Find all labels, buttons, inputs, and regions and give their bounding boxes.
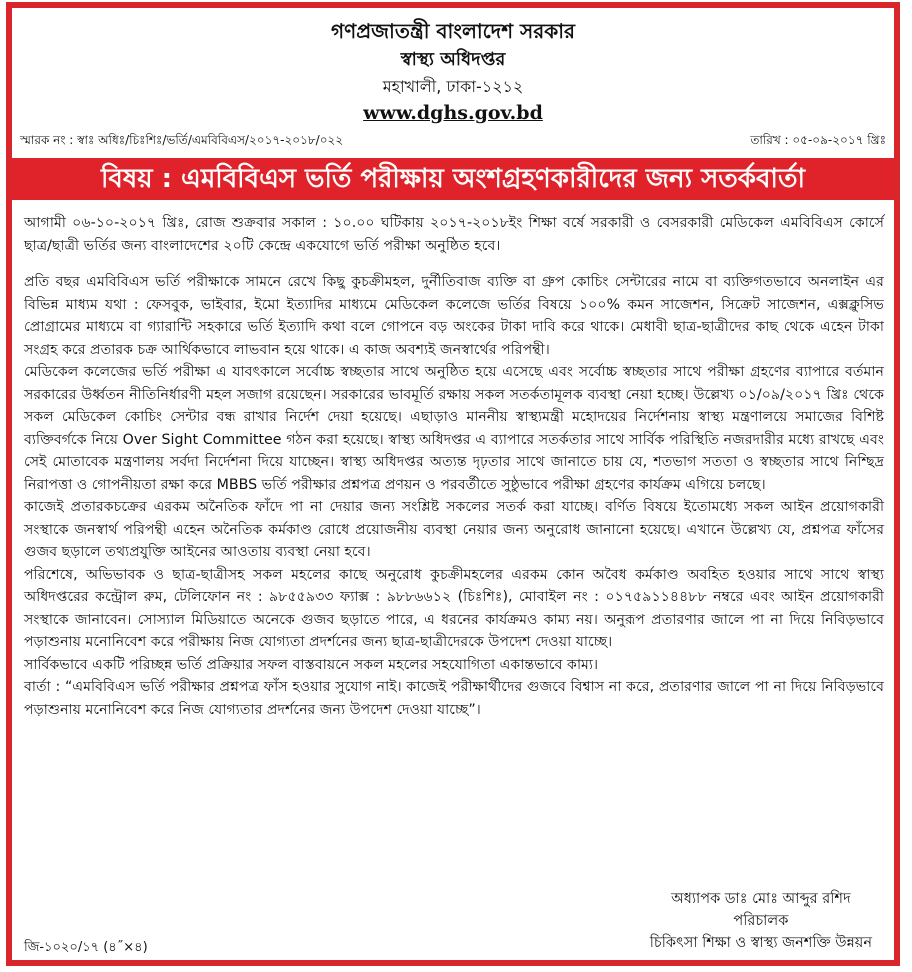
memo-date: তারিখ : ০৫-০৯-২০১৭ খ্রিঃ bbox=[750, 133, 886, 147]
signature-block bbox=[650, 888, 872, 954]
signatory-office: চিকিৎসা শিক্ষা ও স্বাস্থ্য জনশক্তি উন্নয়ন bbox=[649, 935, 872, 951]
paragraph: আগামী ০৬-১০-২০১৭ খ্রিঃ, রোজ শুক্রবার সকাল : ১০.০০ ঘটিকায় ২০১৭-২০১৮ইং শিক্ষা বর্ষে সরকারী ও বেসরকারী মেডিকেল এমবিবিএস কোর্সে ছাত্র/ছাত্রী ভর্তির জন্য বাংলাদেশের ২০টি কেন্দ্রে একযোগে ভর্তি পরীক্ষা অনুষ্ঠিত হবে। bbox=[24, 215, 884, 254]
paragraph: বার্তা : “এমবিবিএস ভর্তি পরীক্ষার প্রশ্নপত্র ফাঁস হওয়ার সুযোগ নাই। কাজেই পরীক্ষার্থীদের গুজবে বিশ্বাস না করে, প্রতারণার জালে পা না দিয়ে নিবিড়ভাবে পড়াশুনায় মনোনিবেশ করে নিজ যোগ্যতার প্রদর্শনের জন্য উপদেশ দেওয়া যাচ্ছে”। bbox=[24, 679, 884, 718]
notice-body bbox=[12, 200, 894, 721]
paragraph: কাজেই প্রতারকচক্রের এরকম অনৈতিক ফাঁদে পা না দেয়ার জন্য সংশ্লিষ্ট সকলের সতর্ক করা যাচ্ছে। বর্ণিত বিষয়ে ইতোমধ্যে সকল আইন প্রয়োগকারী সংস্থাকে জনস্বার্থ পরিপন্থী এহেন অনৈতিক কর্মকাণ্ড রোধে প্রয়োজনীয় ব্যবস্থা নেয়ার জন্য অনুরোধ জানানো হয়েছে। এখানে উল্লেখ্য যে, প্রশ্নপত্র ফাঁসের গুজব ছড়ালে তথ্যপ্রযুক্তি আইনের আওতায় ব্যবস্থা নেয়া হবে। bbox=[24, 499, 884, 560]
paragraph: মেডিকেল কলেজের ভর্তি পরীক্ষা এ যাবৎকালে সর্বোচ্চ স্বচ্ছতার সাথে অনুষ্ঠিত হয়ে এসেছে এবং সর্বোচ্চ স্বচ্ছতার সাথে পরীক্ষা গ্রহণের ব্যাপারে বর্তমান সরকারের উর্ধ্বতন নীতিনির্ধারণী মহল সজাগ রয়েছেন। সরকারের ভাবমূর্তি রক্ষায় সকল সতর্কতামূলক ব্যবস্থা নেয়া হচ্ছে। উল্লেখ্য ০১/০৯/২০১৭ খ্রিঃ থেকে সকল মেডিকেল কোচিং সেন্টার বন্ধ রাখার নির্দেশ দেয়া হয়েছে। এছাড়াও মাননীয় স্বাস্থ্যমন্ত্রী মহোদয়ের নির্দেশনায় স্বাস্থ্য মন্ত্রণালয়ে সমাজের বিশিষ্ট ব্যক্তিবর্গকে নিয়ে Over Sight Committee গঠন করা হয়েছে। স্বাস্থ্য অধিদপ্তর এ ব্যাপারে সতর্কতার সাথে সার্বিক পরিস্থিতি নজরদারীর মধ্যে রাখছে এবং সেই মোতাবেক মন্ত্রণালয় সর্বদা নির্দেশনা দিয়ে যাচ্ছেন। স্বাস্থ্য অধিদপ্তর অত্যন্ত দৃঢ়তার সাথে জানাতে চায় যে, শতভাগ সততা ও স্বচ্ছতার সাথে নিশ্ছিদ্র নিরাপত্তা ও গোপনীয়তা রক্ষা করে MBBS ভর্তি পরীক্ষার প্রশ্নপত্র প্রণয়ন ও পরবর্তীতে সুষ্ঠুভাবে পরীক্ষা গ্রহণের কার্যক্রম এগিয়ে চলছে। bbox=[24, 364, 884, 493]
government-name: গণপ্রজাতন্ত্রী বাংলাদেশ সরকার bbox=[331, 19, 575, 43]
paragraph: প্রতি বছর এমবিবিএস ভর্তি পরীক্ষাকে সামনে রেখে কিছু কুচক্রীমহল, দুর্নীতিবাজ ব্যক্তি বা গ্রুপ কোচিং সেন্টারের নামে বা ব্যক্তিগতভাবে অনলাইন এর বিভিন্ন মাধ্যম যথা : ফেসবুক, ভাইবার, ইমো ইত্যাদির মাধ্যমে মেডিকেল কলেজে ভর্তির বিষয়ে ১০০% কমন সাজেশন, সিক্রেট সাজেশন, এক্সক্লুসিভ প্রোগ্রামের মাধ্যমে বা গ্যারান্টি সহকারে ভর্তি ইত্যাদি কথা বলে গোপনে বড় অংকের টাকা দাবি করে থাকে। মেধাবী ছাত্র-ছাত্রীদের কাছ থেকে এহেন টাকা সংগ্রহ করে প্রতারক চক্র আর্থিকভাবে লাভবান হয়ে থাকে। এ কাজ অবশ্যই জনস্বার্থের পরিপন্থী। bbox=[24, 274, 884, 358]
document-code: জি-১০২০/১৭ (৪˝×৪) bbox=[24, 940, 148, 955]
memo-row bbox=[12, 126, 894, 150]
paragraph: সার্বিকভাবে একটি পরিচ্ছন্ন ভর্তি প্রক্রিয়ার সফল বাস্তবায়নে সকল মহলের সহযোগিতা একান্তভাবে কাম্য। bbox=[24, 656, 599, 673]
signatory-title: পরিচালক bbox=[733, 913, 789, 929]
department-name: স্বাস্থ্য অধিদপ্তর bbox=[400, 49, 506, 70]
paragraph: পরিশেষে, অভিভাবক ও ছাত্র-ছাত্রীসহ সকল মহলের কাছে অনুরোধ কুচক্রীমহলের এরকম কোন অবৈধ কর্মকাণ্ড অবহিত হওয়ার সাথে সাথে স্বাস্থ্য অধিদপ্তরের কন্ট্রোল রুম, টেলিফোন নং : ৯৮৫৫৯৩৩ ফ্যাক্স : ৯৮৮৬৬১২ (চিঃশিঃ), মোবাইল নং : ০১৭৫৯১১৪৪৮৮ নম্বরে এবং আইন প্রয়োগকারী সংস্থাকে জানাবেন। সোস্যাল মিডিয়াতে অনেকে গুজব ছড়াতে পারে, এ ধরনের কার্যক্রমও কাম্য নয়। অনুরূপ প্রতারণার জালে পা না দিয়ে নিবিড়ভাবে পড়াশুনায় মনোনিবেশ করে পরীক্ষায় নিজ যোগ্যতা প্রদর্শনের জন্য ছাত্র-ছাত্রীদেরকে উপদেশ দেওয়া যাচ্ছে। bbox=[24, 566, 884, 650]
website-link[interactable]: www.dghs.gov.bd bbox=[363, 102, 543, 124]
letterhead bbox=[12, 16, 894, 126]
office-address: মহাখালী, ঢাকা-১২১২ bbox=[382, 77, 524, 96]
memo-reference: স্মারক নং : স্বাঃ অধিঃ/চিঃশিঃ/ভর্তি/এমবিবিএস/২০১৭-২০১৮/০২২ bbox=[20, 133, 344, 147]
subject-banner: বিষয় : এমবিবিএস ভর্তি পরীক্ষায় অংশগ্রহণকারীদের জন্য সতর্কবার্তা bbox=[12, 158, 894, 200]
notice-frame bbox=[6, 2, 900, 966]
signatory-name: অধ্যাপক ডাঃ মোঃ আব্দুর রশিদ bbox=[671, 891, 851, 907]
